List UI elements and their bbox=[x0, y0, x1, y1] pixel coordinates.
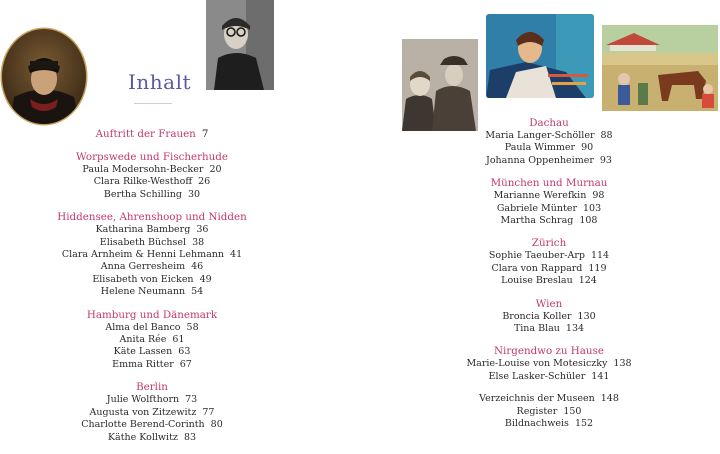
toc-entry[interactable] bbox=[2, 322, 302, 334]
toc-entry[interactable] bbox=[2, 419, 302, 431]
toc-section bbox=[399, 298, 699, 336]
toc-section bbox=[2, 309, 302, 372]
entry-name: Clara Rilke-Westhoff bbox=[93, 176, 193, 188]
entry-page-number: 148 bbox=[600, 393, 619, 405]
toc-section bbox=[399, 393, 699, 430]
entry-page-number: 152 bbox=[574, 418, 594, 430]
entry-page-number: 41 bbox=[230, 249, 243, 261]
entry-name: Käte Lassen bbox=[113, 346, 173, 358]
toc-entry[interactable] bbox=[2, 394, 302, 406]
entry-page-number: 63 bbox=[178, 346, 191, 358]
entry-page-number: 138 bbox=[613, 358, 632, 370]
entry-name: Charlotte Berend-Corinth bbox=[81, 419, 205, 431]
entry-name: Katharina Bamberg bbox=[95, 224, 191, 236]
toc-entry[interactable] bbox=[399, 190, 699, 202]
entry-name: Emma Ritter bbox=[112, 358, 174, 370]
toc-entry[interactable] bbox=[399, 371, 699, 383]
toc-entry[interactable] bbox=[2, 407, 302, 419]
entry-name: Anna Gerresheim bbox=[100, 261, 186, 273]
entry-page-number: 36 bbox=[196, 224, 209, 236]
entry-name: Johanna Oppenheimer bbox=[486, 154, 594, 166]
entry-page-number: 141 bbox=[591, 370, 610, 382]
entry-name: Sophie Taeuber-Arp bbox=[488, 250, 585, 262]
entry-name: Julie Wolfthorn bbox=[106, 394, 180, 406]
section-heading[interactable] bbox=[2, 151, 302, 164]
toc-section bbox=[399, 237, 699, 287]
toc-section bbox=[399, 117, 699, 167]
toc-right-column bbox=[399, 117, 699, 441]
toc-left-column bbox=[2, 128, 302, 454]
toc-entry[interactable] bbox=[2, 432, 302, 444]
entry-page-number: 103 bbox=[583, 202, 602, 214]
entry-page-number: 54 bbox=[191, 286, 204, 298]
section-heading[interactable] bbox=[399, 177, 699, 190]
entry-name: Martha Schrag bbox=[500, 215, 574, 227]
toc-entry[interactable] bbox=[399, 142, 699, 154]
section-heading[interactable] bbox=[399, 117, 699, 130]
entry-name: Paula Modersohn-Becker bbox=[82, 164, 204, 175]
entry-name: Else Lasker-Schüler bbox=[488, 370, 586, 382]
toc-entry[interactable] bbox=[399, 418, 699, 430]
toc-entry[interactable] bbox=[399, 311, 699, 323]
section-heading-text: Wien bbox=[535, 297, 563, 310]
oval-portrait-painting bbox=[0, 27, 88, 126]
page-title: Inhalt bbox=[128, 70, 192, 94]
entry-page-number: 73 bbox=[185, 394, 198, 406]
entry-name: Helene Neumann bbox=[100, 286, 186, 298]
title-divider bbox=[134, 103, 172, 104]
section-heading[interactable] bbox=[399, 237, 699, 250]
entry-name: Marianne Werefkin bbox=[493, 190, 587, 202]
entry-page-number: 38 bbox=[192, 236, 205, 248]
toc-entry[interactable] bbox=[2, 176, 302, 188]
entry-name: Register bbox=[516, 405, 558, 417]
entry-name: Clara Arnheim & Henni Lehmann bbox=[61, 249, 225, 261]
toc-entry[interactable] bbox=[399, 155, 699, 167]
entry-name: Tina Blau bbox=[513, 323, 560, 335]
section-heading[interactable] bbox=[2, 211, 302, 224]
entry-page-number: 124 bbox=[578, 275, 597, 287]
section-page-number: 7 bbox=[201, 128, 209, 140]
toc-entry[interactable] bbox=[2, 249, 302, 261]
toc-entry[interactable] bbox=[399, 358, 699, 370]
entry-page-number: 93 bbox=[599, 154, 612, 166]
section-heading[interactable] bbox=[2, 381, 302, 394]
section-heading-text: Auftritt der Frauen bbox=[95, 128, 196, 140]
entry-page-number: 114 bbox=[590, 250, 610, 262]
toc-entry[interactable] bbox=[2, 286, 302, 298]
section-heading-text: Worpswede und Fischerhude bbox=[76, 151, 228, 163]
entry-page-number: 134 bbox=[565, 323, 585, 335]
toc-entry[interactable] bbox=[2, 224, 302, 236]
entry-page-number: 88 bbox=[600, 130, 613, 141]
entry-name: Alma del Banco bbox=[105, 321, 181, 333]
entry-page-number: 61 bbox=[172, 334, 185, 346]
section-heading[interactable] bbox=[2, 309, 302, 322]
entry-page-number: 49 bbox=[199, 273, 212, 285]
entry-name: Maria Langer-Schöller bbox=[485, 130, 595, 141]
toc-entry[interactable] bbox=[399, 406, 699, 418]
entry-name: Broncia Koller bbox=[502, 310, 572, 322]
entry-page-number: 98 bbox=[592, 190, 605, 202]
section-heading-text: Hamburg und Dänemark bbox=[86, 308, 218, 321]
entry-page-number: 26 bbox=[198, 176, 211, 188]
entry-page-number: 77 bbox=[202, 406, 215, 418]
section-heading[interactable] bbox=[399, 298, 699, 311]
entry-name: Verzeichnis der Museen bbox=[479, 393, 595, 405]
toc-section bbox=[2, 211, 302, 298]
entry-page-number: 80 bbox=[210, 419, 223, 431]
entry-page-number: 20 bbox=[209, 164, 222, 175]
toc-section bbox=[2, 381, 302, 444]
toc-entry[interactable] bbox=[2, 346, 302, 358]
bw-portrait-photo-glasses bbox=[206, 0, 274, 90]
toc-entry[interactable] bbox=[399, 130, 699, 142]
entry-page-number: 108 bbox=[579, 215, 598, 227]
section-heading-text: Berlin bbox=[136, 381, 168, 394]
toc-entry[interactable] bbox=[399, 215, 699, 227]
entry-page-number: 130 bbox=[577, 310, 596, 322]
toc-entry[interactable] bbox=[2, 237, 302, 249]
toc-section bbox=[399, 177, 699, 227]
toc-entry[interactable] bbox=[399, 203, 699, 215]
toc-entry[interactable] bbox=[399, 250, 699, 262]
entry-name: Augusta von Zitzewitz bbox=[89, 406, 197, 418]
entry-page-number: 83 bbox=[183, 431, 197, 443]
section-heading-text: München und Murnau bbox=[490, 177, 608, 190]
entry-name: Elisabeth Büchsel bbox=[99, 236, 187, 248]
expressionist-portrait-painting bbox=[486, 14, 594, 98]
entry-name: Gabriele Münter bbox=[496, 202, 578, 214]
toc-entry[interactable] bbox=[399, 393, 699, 405]
entry-page-number: 46 bbox=[191, 261, 204, 273]
section-heading[interactable] bbox=[2, 128, 302, 141]
section-heading-text: Hiddensee, Ahrenshoop und Nidden bbox=[57, 211, 247, 224]
entry-page-number: 67 bbox=[179, 358, 192, 370]
toc-entry[interactable] bbox=[2, 189, 302, 201]
toc-section bbox=[2, 128, 302, 141]
toc-section bbox=[2, 151, 302, 201]
section-heading-text: Dachau bbox=[529, 117, 569, 129]
entry-name: Anita Rée bbox=[119, 334, 167, 346]
section-heading-text: Zürich bbox=[531, 237, 567, 250]
section-heading[interactable] bbox=[399, 345, 699, 358]
toc-entry[interactable] bbox=[2, 274, 302, 286]
toc-entry[interactable] bbox=[2, 164, 302, 176]
toc-section bbox=[399, 345, 699, 383]
entry-name: Bildnachweis bbox=[504, 418, 569, 430]
toc-entry[interactable] bbox=[399, 323, 699, 335]
entry-name: Elisabeth von Eicken bbox=[92, 273, 194, 285]
entry-name: Louise Breslau bbox=[501, 275, 573, 287]
toc-entry[interactable] bbox=[2, 359, 302, 371]
market-scene-painting bbox=[602, 25, 718, 111]
section-heading-text: Nirgendwo zu Hause bbox=[494, 345, 604, 358]
entry-name: Clara von Rappard bbox=[491, 262, 583, 274]
entry-name: Käthe Kollwitz bbox=[107, 431, 178, 443]
toc-entry[interactable] bbox=[399, 263, 699, 275]
toc-entry[interactable] bbox=[2, 334, 302, 346]
entry-name: Bertha Schilling bbox=[103, 188, 182, 200]
toc-entry[interactable] bbox=[2, 261, 302, 273]
entry-page-number: 58 bbox=[186, 321, 199, 333]
entry-page-number: 30 bbox=[187, 188, 201, 200]
toc-entry[interactable] bbox=[399, 275, 699, 287]
entry-page-number: 119 bbox=[588, 262, 607, 274]
entry-page-number: 150 bbox=[563, 405, 582, 417]
entry-name: Marie-Louise von Motesiczky bbox=[466, 358, 608, 370]
entry-name: Paula Wimmer bbox=[504, 142, 576, 154]
entry-page-number: 90 bbox=[581, 142, 594, 154]
